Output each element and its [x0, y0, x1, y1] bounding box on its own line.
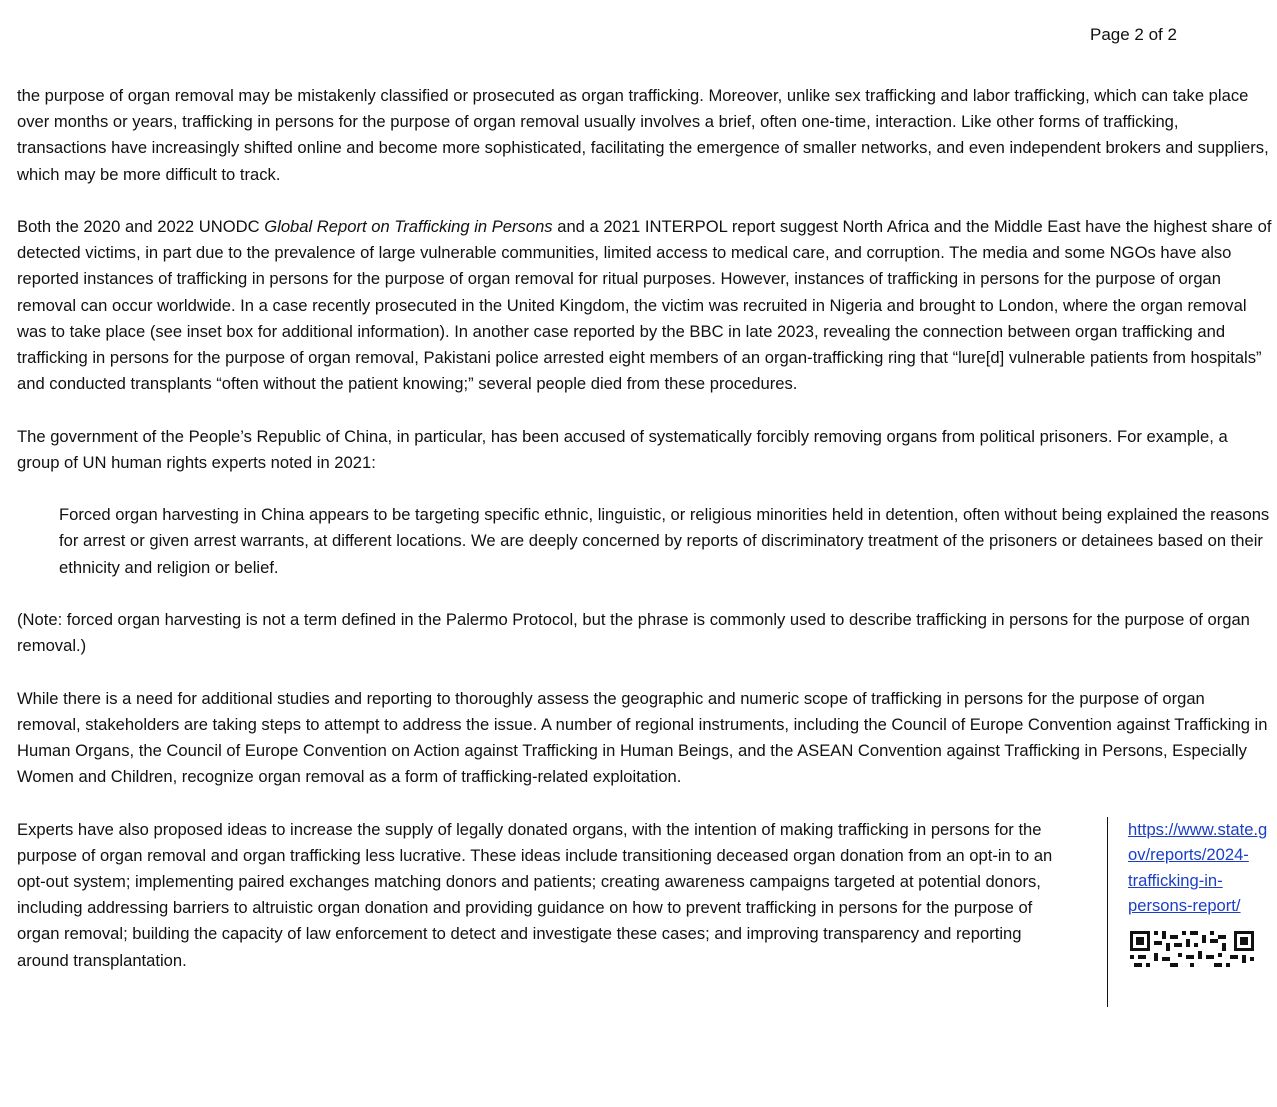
paragraph-regional-instruments: While there is a need for additional studies and reporting to thoroughly assess the geographic and numeric scope of trafficking in persons for the purpose of organ removal, stakeholders are taking steps to attempt to address the issue. A number of regional instruments, including the Council of Europe Convention against Trafficking in Human Organs, the Council of Europe Convention on Action against Trafficking in Human Beings, and the ASEAN Convention against Trafficking in Persons, Especially Women and Children, recognize organ removal as a form of trafficking-related exploitation. [17, 688, 1268, 787]
block-quote-un-experts: Forced organ harvesting in China appears to be targeting specific ethnic, linguistic, or religious minorities held in detention, often without being explained the reasons for arrest or given arrest warrants, at different locations. We are deeply concerned by reports of discriminatory treatment of the prisoners or detainees based on their ethnicity and religion or belief. [59, 505, 1270, 577]
paragraph-regional-prevalence-body: and a 2021 INTERPOL report suggest North Africa and the Middle East have the highest share of detected victims, in part due to the prevalence of large vulnerable communities, limited access to medical care, and corruption. The media and some NGOs have also reported instances of trafficking in persons for the purpose of organ removal for ritual purposes. However, instances of trafficking in persons for the purpose of organ removal can occur worldwide. In a case recently prosecuted in the United Kingdom, the victim was recruited in Nigeria and brought to London, where the organ removal was to take place (see inset box for additional information). In another case reported by the BBC in late 2023, revealing the connection between organ trafficking and trafficking in persons for the purpose of organ removal, Pakistani police arrested eight members of an organ-trafficking ring that “lure[d] vulnerable patients from hospitals” and conducted transplants “often without the patient knowing;” several people died from these procedures. [17, 217, 1272, 394]
report-title: Global Report on Trafficking in Persons [264, 217, 553, 236]
report-link[interactable]: https://www.state.gov/reports/2024-trafficking-in-persons-report/ [1128, 819, 1268, 916]
final-section [17, 817, 1272, 1007]
paragraph-organ-removal-context: the purpose of organ removal may be mistakenly classified or prosecuted as organ trafficking. Moreover, unlike sex trafficking and labor trafficking, which can take place over months or years, trafficking in persons for the purpose of organ removal usually involves a brief, often one-time, interaction. Like other forms of trafficking, transactions have increasingly shifted online and become more sophisticated, facilitating the emergence of smaller networks, and even independent brokers and suppliers, which may be more difficult to track. [17, 86, 1269, 184]
paragraph-regional-prevalence-intro: Both the 2020 and 2022 UNODC [17, 217, 265, 236]
report-link-sidebar [1107, 817, 1268, 1007]
paragraph-regional-prevalence [17, 214, 1272, 397]
qr-code-icon[interactable] [1128, 929, 1258, 969]
paragraph-china-accusations: The government of the People’s Republic of China, in particular, has been accused of systematically forcibly removing organs from political prisoners. For example, a group of UN human rights experts noted in 2021: [17, 426, 1228, 472]
paragraph-expert-proposals: Experts have also proposed ideas to increase the supply of legally donated organs, with the intention of making trafficking in persons for the purpose of organ removal and organ trafficking less lucrative. These ideas include transitioning deceased organ donation from an opt-in to an opt-out system; implementing paired exchanges matching donors and patients; creating awareness campaigns targeted at potential donors, including addressing barriers to altruistic organ donation and providing guidance on how to prevent trafficking in persons for the purpose of organ removal; building the capacity of law enforcement to detect and investigate these cases; and improving transparency and reporting around transplantation. [17, 819, 1053, 970]
document-body [17, 83, 1272, 1007]
page-number: Page 2 of 2 [1090, 25, 1177, 44]
paragraph-note: (Note: forced organ harvesting is not a term defined in the Palermo Protocol, but the phrase is commonly used to describe trafficking in persons for the purpose of organ removal.) [17, 610, 1250, 656]
